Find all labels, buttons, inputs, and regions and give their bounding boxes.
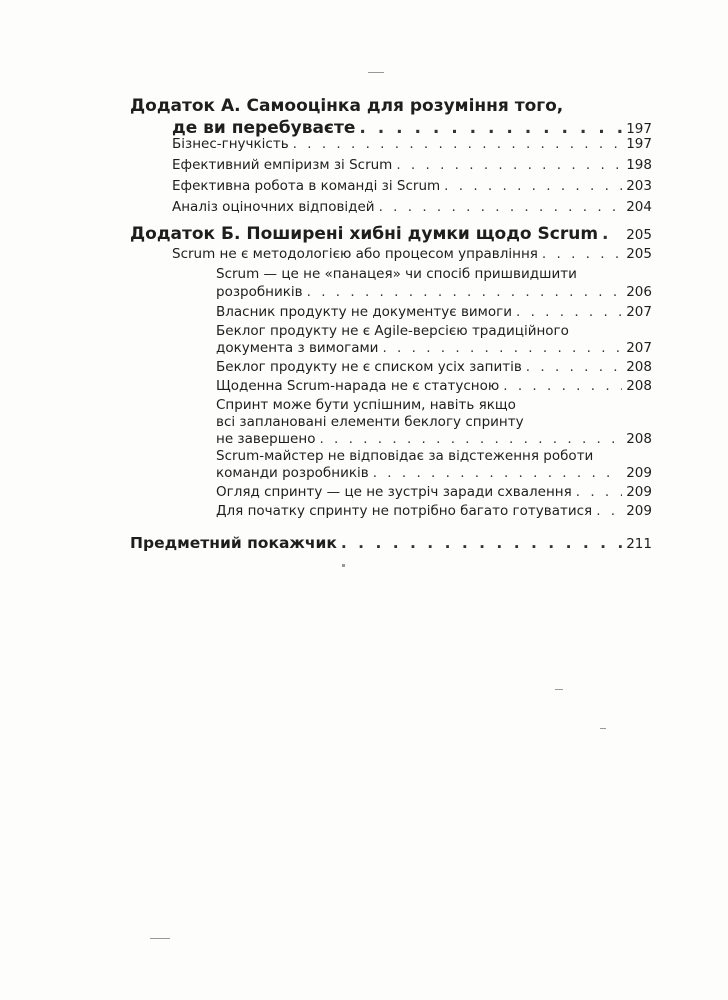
entry-label: Власник продукту не документує вимоги bbox=[216, 304, 512, 320]
page-number: 207 bbox=[626, 304, 652, 320]
toc-entry[interactable] bbox=[216, 378, 652, 394]
toc-entry-index[interactable] bbox=[130, 534, 652, 552]
entry-label: Аналіз оціночних відповідей bbox=[172, 199, 375, 215]
page-number: 204 bbox=[626, 199, 652, 215]
entry-label-line1: Scrum — це не «панацея» чи спосіб пришвидшити bbox=[216, 266, 577, 282]
page-number: 207 bbox=[626, 340, 652, 356]
page-number: 209 bbox=[626, 465, 652, 481]
toc-entry[interactable] bbox=[172, 178, 652, 194]
dot-leader bbox=[382, 340, 622, 356]
toc-entry[interactable] bbox=[172, 136, 652, 152]
entry-label: Беклог продукту не є списком усіх запитів bbox=[216, 359, 522, 375]
page-number: 197 bbox=[626, 121, 652, 137]
page-number: 208 bbox=[626, 359, 652, 375]
toc-entry-appendix-a[interactable] bbox=[172, 118, 652, 138]
dot-leader bbox=[373, 465, 623, 481]
dot-leader bbox=[396, 157, 622, 173]
dot-leader bbox=[526, 359, 622, 375]
toc-entry[interactable] bbox=[216, 503, 652, 519]
dot-leader bbox=[542, 246, 622, 262]
dot-leader bbox=[293, 136, 623, 152]
toc-entry[interactable] bbox=[216, 359, 652, 375]
entry-label-line2: всі заплановані елементи беклогу спринту bbox=[216, 414, 524, 430]
toc-entry[interactable] bbox=[216, 284, 652, 300]
toc-entry-appendix-b[interactable] bbox=[130, 224, 652, 244]
toc-entry[interactable] bbox=[216, 465, 652, 481]
page-number: 206 bbox=[626, 284, 652, 300]
index-title: Предметний покажчик bbox=[130, 534, 337, 552]
entry-label-line2: розробників bbox=[216, 284, 303, 300]
dot-leader bbox=[576, 484, 622, 500]
dot-leader bbox=[596, 503, 622, 519]
entry-label-line3: не завершено bbox=[216, 431, 316, 447]
dot-leader bbox=[319, 431, 622, 447]
entry-label: Для початку спринту не потрібно багато готуватися bbox=[216, 503, 593, 519]
page-number: 209 bbox=[626, 484, 652, 500]
entry-label-line1: Беклог продукту не є Agile-версією традиційного bbox=[216, 323, 569, 339]
page-number: 197 bbox=[626, 136, 652, 152]
entry-label: Огляд спринту — це не зустріч заради схвалення bbox=[216, 484, 572, 500]
dot-leader bbox=[307, 284, 623, 300]
page-number: 203 bbox=[626, 178, 652, 194]
entry-label: Ефективна робота в команді зі Scrum bbox=[172, 178, 441, 194]
dot-leader bbox=[602, 224, 622, 244]
entry-label: Scrum не є методологією або процесом управління bbox=[172, 246, 538, 262]
toc-entry-section[interactable] bbox=[172, 246, 652, 262]
scan-speck bbox=[555, 689, 563, 690]
appendix-b-title: Додаток Б. Поширені хибні думки щодо Scrum bbox=[130, 224, 599, 244]
dot-leader bbox=[503, 378, 622, 394]
toc-entry[interactable] bbox=[216, 340, 652, 356]
toc-entry[interactable] bbox=[216, 484, 652, 500]
entry-label-line1: Scrum-майстер не відповідає за відстеження роботи bbox=[216, 448, 594, 464]
toc-entry[interactable] bbox=[172, 157, 652, 173]
entry-label-line2: команди розробників bbox=[216, 465, 369, 481]
dot-leader bbox=[379, 199, 623, 215]
dot-leader bbox=[359, 118, 622, 138]
toc-entry[interactable] bbox=[216, 304, 652, 320]
dot-leader bbox=[444, 178, 622, 194]
page-number: 208 bbox=[626, 378, 652, 394]
page-number: 209 bbox=[626, 503, 652, 519]
toc-entry[interactable] bbox=[216, 431, 652, 447]
entry-label: Щоденна Scrum-нарада не є статусною bbox=[216, 378, 500, 394]
appendix-a-title-line2: де ви перебуваєте bbox=[172, 118, 356, 138]
page-number: 208 bbox=[626, 431, 652, 447]
page-number: 205 bbox=[626, 227, 652, 243]
dot-leader bbox=[341, 534, 622, 552]
scan-speck bbox=[368, 72, 384, 73]
scan-speck bbox=[150, 938, 170, 939]
appendix-a-title-line1: Додаток А. Самооцінка для розуміння того, bbox=[130, 96, 564, 116]
dot-leader bbox=[516, 304, 622, 320]
page-number: 205 bbox=[626, 246, 652, 262]
entry-label: Ефективний емпіризм зі Scrum bbox=[172, 157, 393, 173]
page-number: 211 bbox=[626, 536, 652, 552]
toc-entry[interactable] bbox=[172, 199, 652, 215]
scan-speck bbox=[342, 564, 345, 567]
entry-label: Бізнес-гнучкість bbox=[172, 136, 289, 152]
entry-label-line2: документа з вимогами bbox=[216, 340, 379, 356]
entry-label-line1: Спринт може бути успішним, навіть якщо bbox=[216, 397, 516, 413]
page-number: 198 bbox=[626, 157, 652, 173]
scan-speck bbox=[600, 728, 606, 729]
